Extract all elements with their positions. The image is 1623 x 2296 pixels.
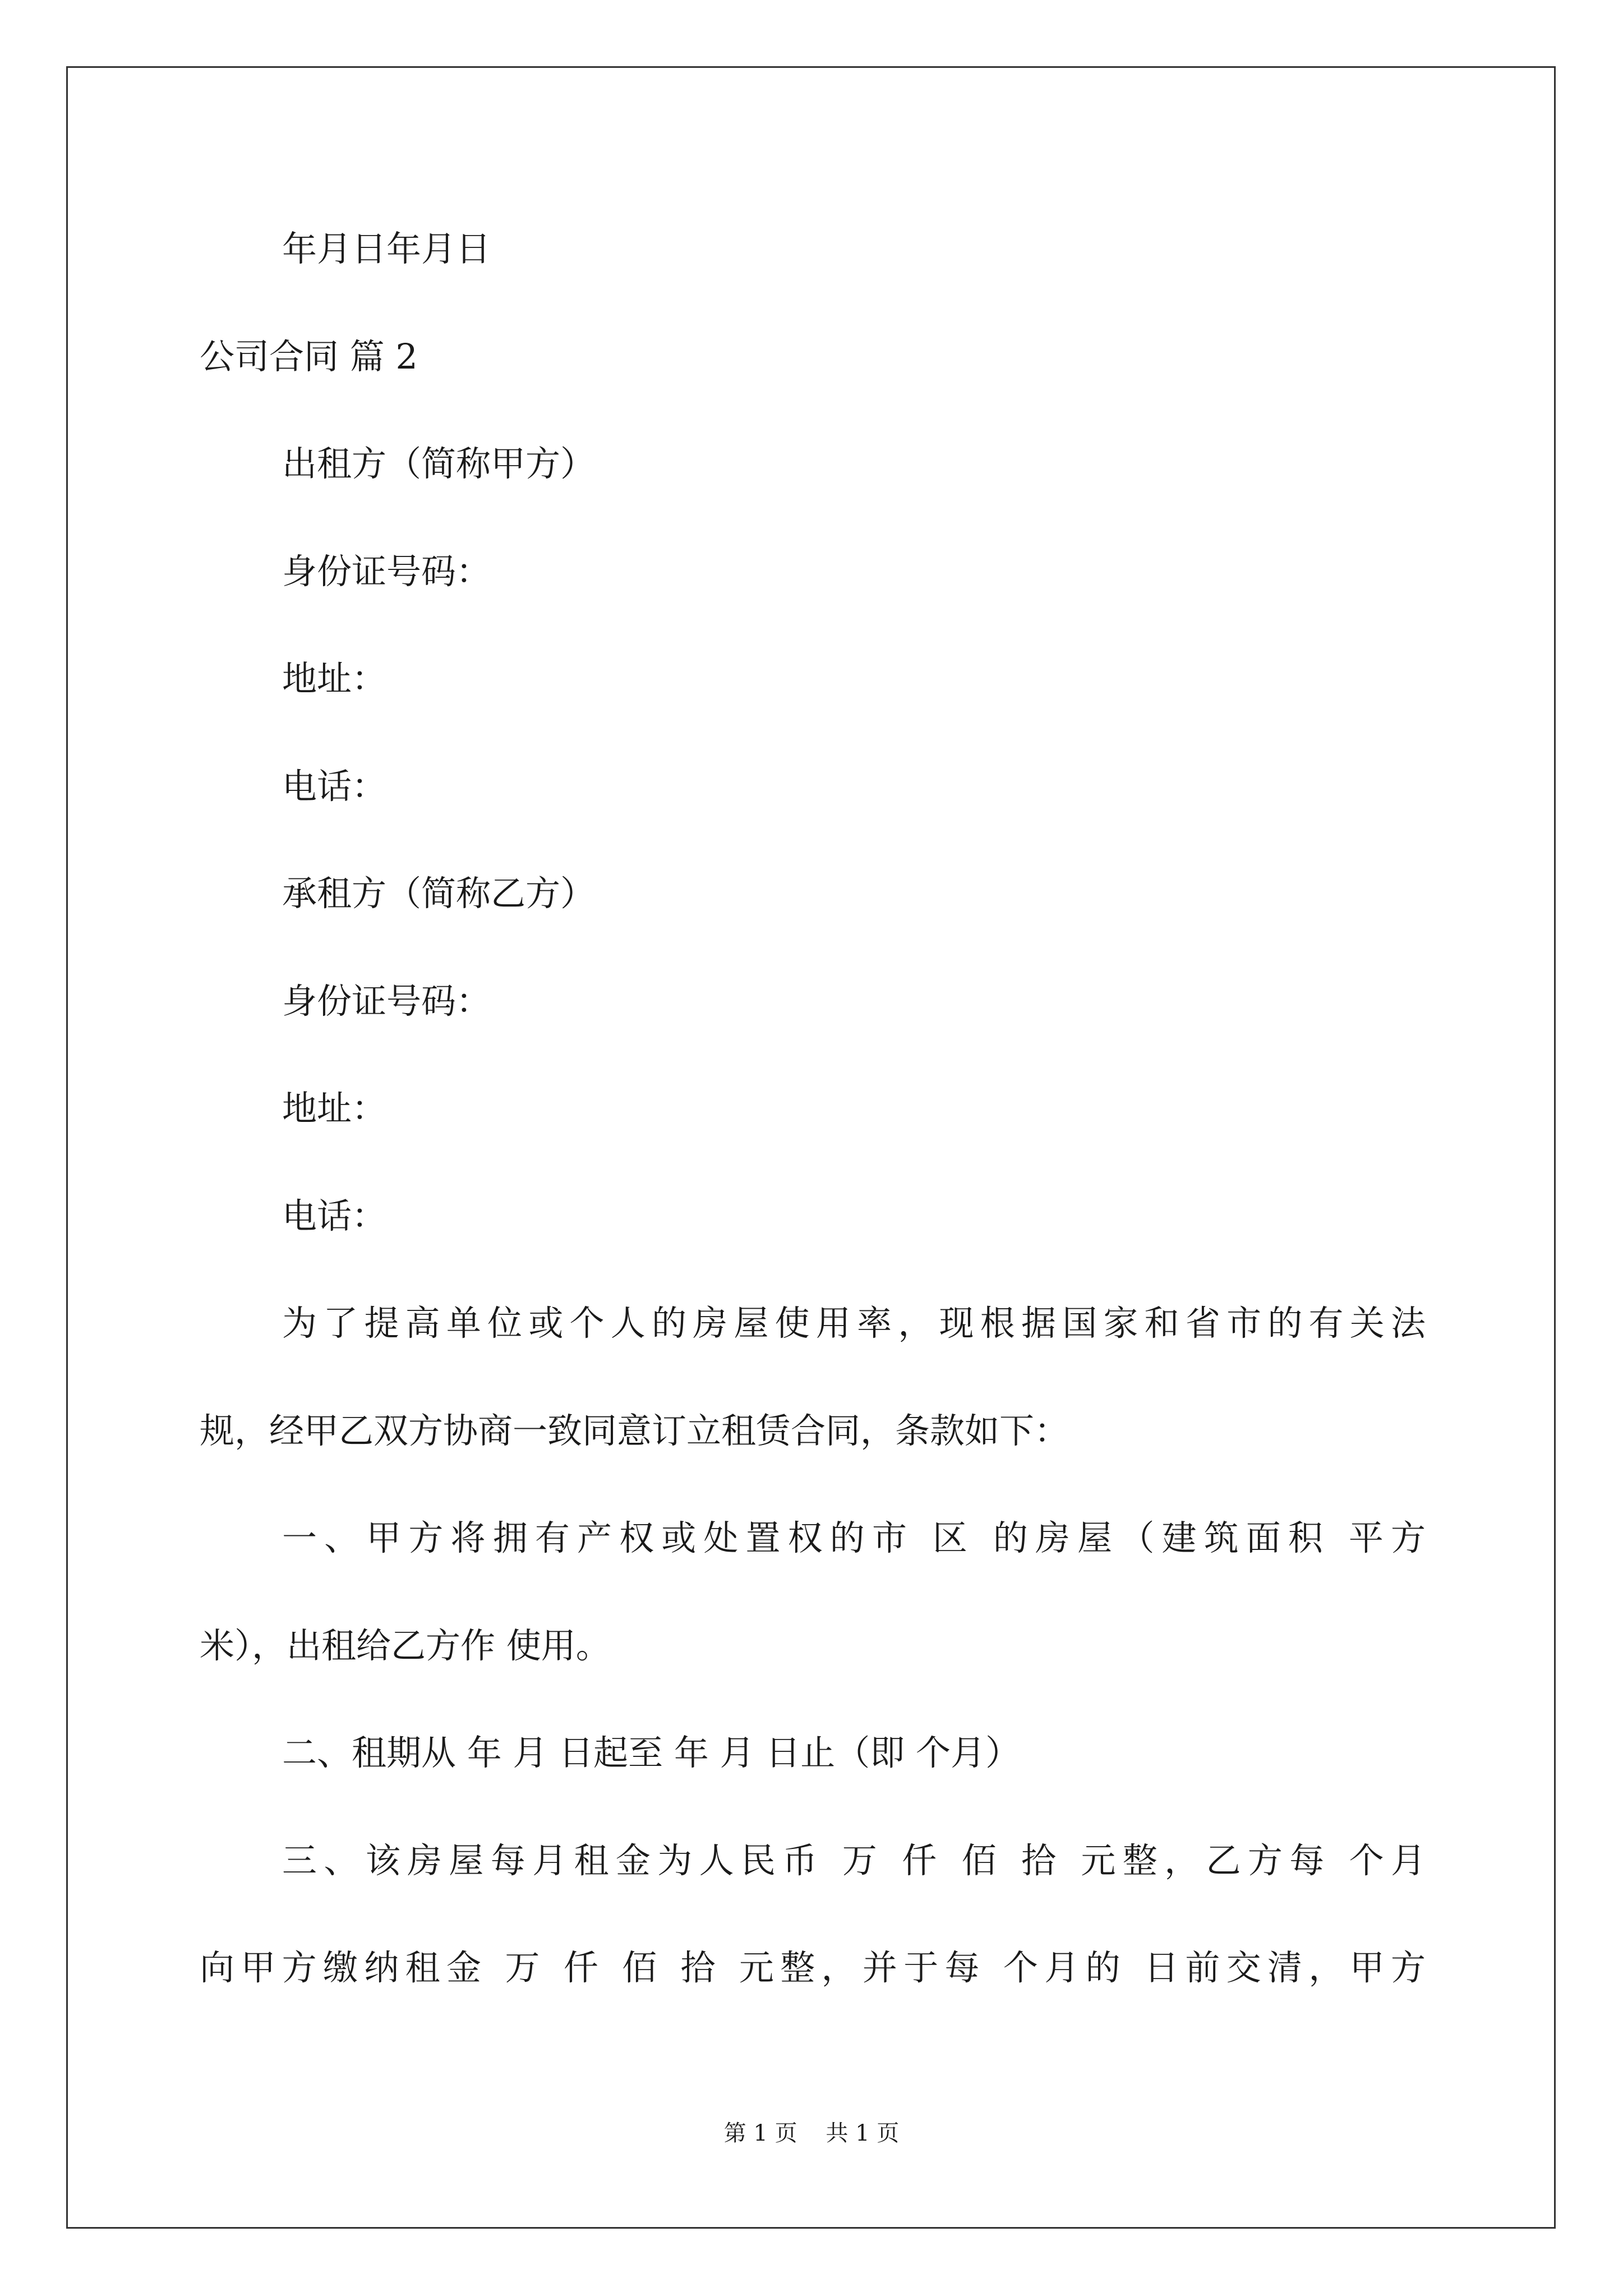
date-line: 年月日年月日 xyxy=(282,228,491,269)
page-number-footer: 第 1 页 共 1 页 xyxy=(723,2120,900,2146)
clause-3-line-1: 三、该房屋每月租金为人民币 万 仟 佰 拾 元整，乙方每 个月 xyxy=(282,1840,1426,1881)
lessor-phone-label: 电话： xyxy=(282,766,387,807)
page-border xyxy=(66,66,1556,2229)
lessee-address-label: 地址： xyxy=(282,1088,387,1129)
preamble-line-1: 为了提高单位或个人的房屋使用率，现根据国家和省市的有关法 xyxy=(282,1303,1426,1343)
clause-1-line-2: 米），出租给乙方作 使用。 xyxy=(200,1625,611,1666)
lessor-address-label: 地址： xyxy=(282,658,387,699)
lessee-label: 承租方（简称乙方） xyxy=(282,873,596,914)
lessor-id-label: 身份证号码： xyxy=(282,551,491,592)
clause-3-line-2: 向甲方缴纳租金 万 仟 佰 拾 元整，并于每 个月的 日前交清，甲方 xyxy=(200,1947,1426,1988)
section-heading: 公司合同 篇 2 xyxy=(200,336,418,377)
clause-1-line-1: 一、甲方将拥有产权或处置权的市 区 的房屋（建筑面积 平方 xyxy=(282,1517,1426,1558)
clause-2: 二、租期从 年 月 日起至 年 月 日止（即 个月） xyxy=(282,1732,1020,1773)
lessor-label: 出租方（简称甲方） xyxy=(282,443,596,484)
lessee-id-label: 身份证号码： xyxy=(282,981,491,1022)
preamble-line-2: 规，经甲乙双方协商一致同意订立租赁合同，条款如下： xyxy=(200,1410,1069,1451)
lessee-phone-label: 电话： xyxy=(282,1195,387,1236)
